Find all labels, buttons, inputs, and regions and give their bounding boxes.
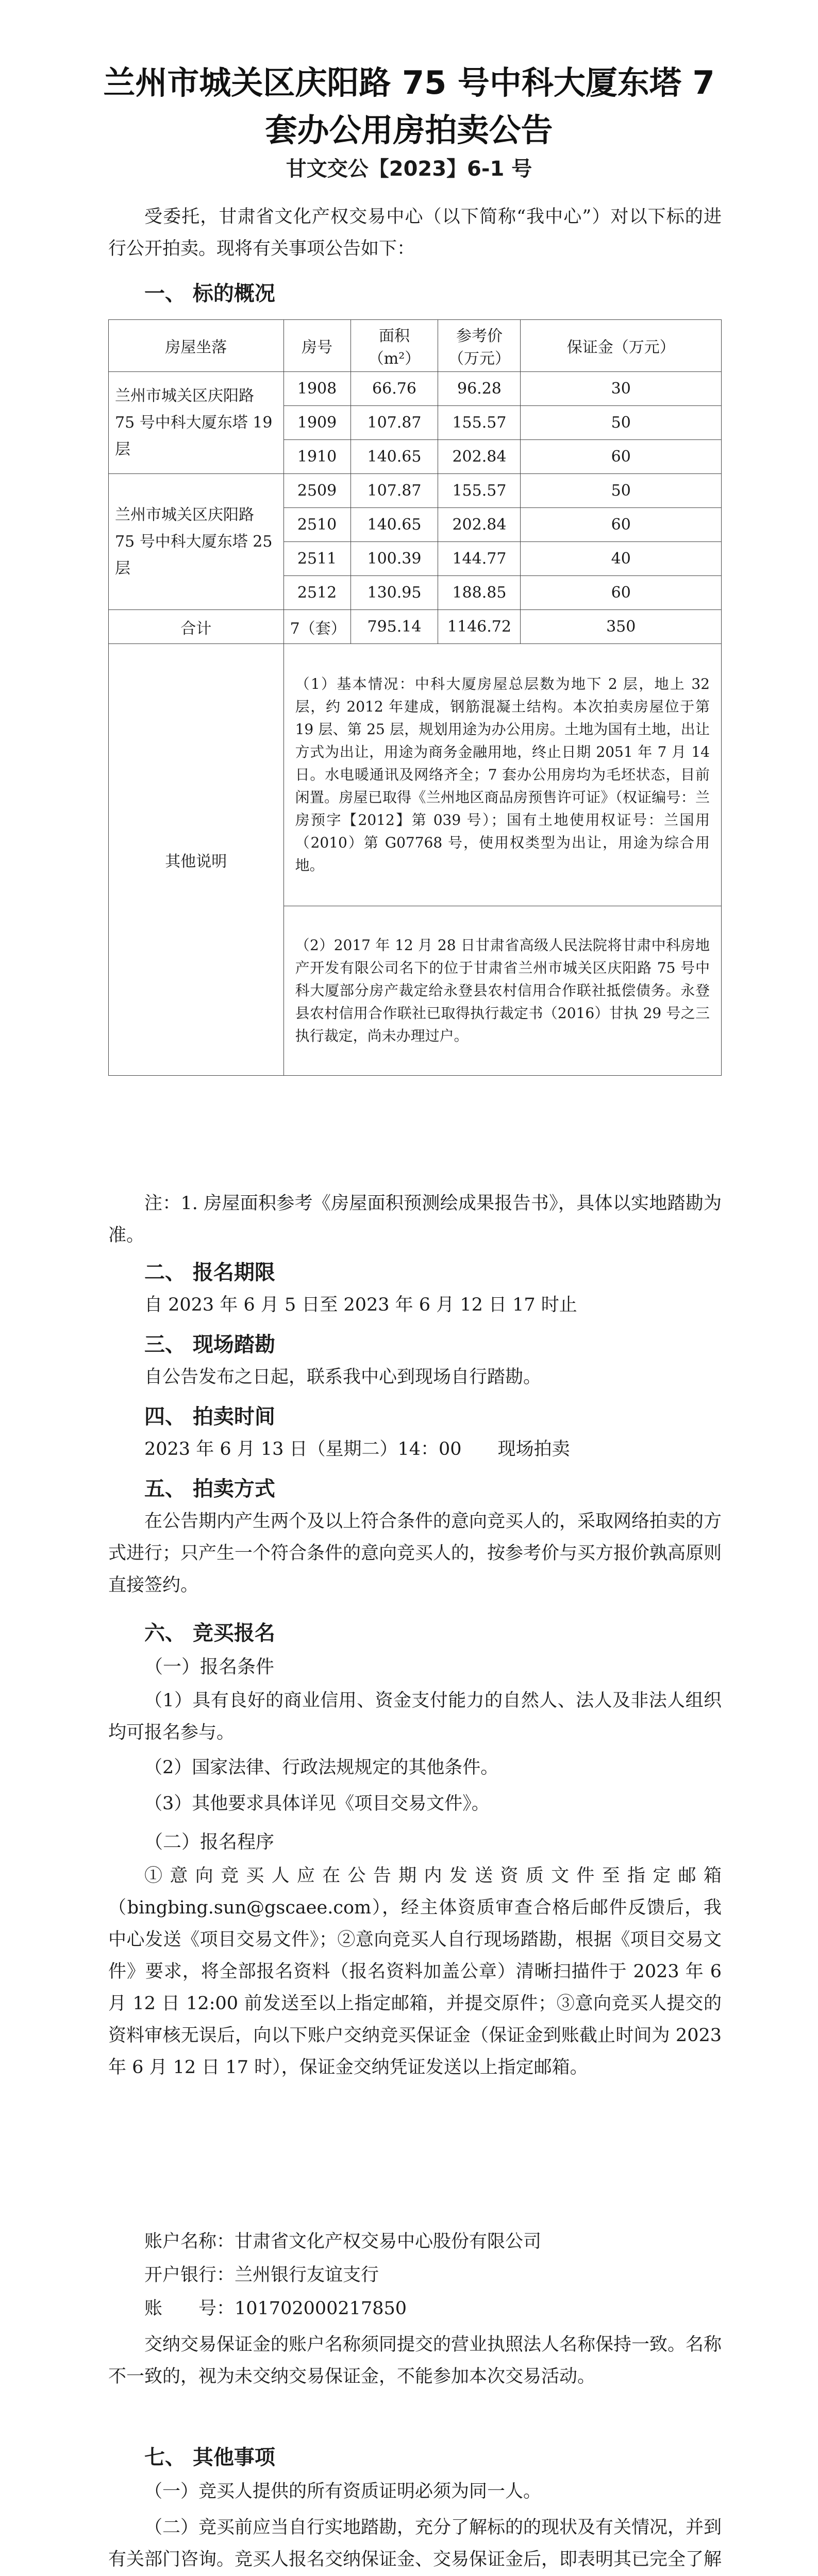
table-header-row [109, 320, 722, 372]
area-cell: 66.76 [350, 372, 438, 406]
header-area: 面积（m²） [350, 320, 438, 372]
deposit-cell: 50 [521, 474, 722, 508]
title-line-1: 兰州市城关区庆阳路 75 号中科大厦东塔 7 [103, 64, 715, 101]
account-note: 交纳交易保证金的账户名称须同提交的营业执照法人名称保持一致。名称不一致的，视为未交纳交易保证金，不能参加本次交易活动。 [108, 2334, 722, 2387]
area-cell: 130.95 [350, 576, 438, 610]
room-cell: 2511 [283, 542, 350, 576]
registration-period: 自 2023 年 6 月 5 日至 2023 年 6 月 12 日 17 时止 [144, 1295, 577, 1315]
auction-method: 在公告期内产生两个及以上符合条件的意向竞买人的，采取网络拍卖的方式进行；只产生一个符合条件的意向竞买人的，按参考价与买方报价孰高原则直接签约。 [108, 1511, 722, 1596]
total-deposit: 350 [521, 610, 722, 644]
other-item-1: （一）竞买人提供的所有资质证明必须为同一人。 [144, 2481, 542, 2502]
ref-price-cell: 96.28 [438, 372, 521, 406]
total-ref-price: 1146.72 [438, 610, 521, 644]
table-notes-row [109, 644, 722, 906]
area-cell: 107.87 [350, 406, 438, 440]
site-inspection-text: 自公告发布之日起，联系我中心到现场自行踏勘。 [144, 1367, 542, 1387]
total-label: 合计 [109, 610, 284, 644]
notes-label: 其他说明 [109, 644, 284, 1076]
section-4-heading: 四、 拍卖时间 [144, 1405, 275, 1429]
header-deposit: 保证金（万元） [521, 320, 722, 372]
ref-price-cell: 155.57 [438, 474, 521, 508]
room-cell: 1908 [283, 372, 350, 406]
registration-procedure: ①意向竞买人应在公告期内发送资质文件至指定邮箱（bingbing.sun@gscaee.com），经主体资质审查合格后邮件反馈后，我中心发送《项目交易文件》；②意向竞买人自行现场踏勘，根据《项目交易文件》要求，将全部报名资料（报名资料加盖公章）清晰扫描件于 2023 年 6 月 12 日 12:00 前发送至以上指定邮箱，并提交原件；③意向竞买人提交的资料审核无误后，向以下账户交纳竞买保证金（保证金到账截止时间为 2023 年 6 月 12 日 17 时），保证金交纳凭证发送以上指定邮箱。 [108, 1866, 722, 2078]
header-room: 房号 [283, 320, 350, 372]
registration-procedure-heading: （二）报名程序 [144, 1832, 275, 1853]
area-cell: 140.65 [350, 508, 438, 542]
table-row [109, 474, 722, 508]
header-reference-price: 参考价（万元） [438, 320, 521, 372]
deposit-cell: 50 [521, 406, 722, 440]
deposit-cell: 40 [521, 542, 722, 576]
condition-1: （1）具有良好的商业信用、资金支付能力的自然人、法人及非法人组织均可报名参与。 [108, 1690, 722, 1743]
ref-price-cell: 202.84 [438, 440, 521, 474]
ref-price-cell: 155.57 [438, 406, 521, 440]
account-bank: 开户银行：兰州银行友谊支行 [144, 2265, 379, 2285]
section-7-heading: 七、 其他事项 [144, 2446, 275, 2469]
room-cell: 2510 [283, 508, 350, 542]
area-cell: 100.39 [350, 542, 438, 576]
auction-time: 2023 年 6 月 13 日（星期二）14：00 现场拍卖 [144, 1439, 570, 1460]
location-floor-25: 兰州市城关区庆阳路 75 号中科大厦东塔 25 层 [109, 474, 284, 610]
deposit-cell: 30 [521, 372, 722, 406]
room-cell: 1910 [283, 440, 350, 474]
condition-2: （2）国家法律、行政法规规定的其他条件。 [144, 1757, 499, 1778]
condition-3: （3）其他要求具体详见《项目交易文件》。 [144, 1793, 490, 1814]
note-basic-info: （1）基本情况：中科大厦房屋总层数为地下 2 层，地上 32 层，约 2012 年建成，钢筋混凝土结构。本次拍卖房屋位于第 19 层、第 25 层，规划用途为办公用房。土地为国有土地，出让方式为出让，用途为商务金融用地，终止日期 2051 年 7 月 14 日。水电暖通讯及网络齐全；7 套办公用房均为毛坯状态，目前闲置。房屋已取得《兰州地区商品房预售许可证》（权证编号：兰房预字【2012】第 039 号）；国有土地使用权证号：兰国用（2010）第 G07768 号，使用权类型为出让，用途为综合用地。 [283, 644, 721, 906]
table-row [109, 372, 722, 406]
ref-price-cell: 144.77 [438, 542, 521, 576]
ref-price-cell: 188.85 [438, 576, 521, 610]
section-5-heading: 五、 拍卖方式 [144, 1477, 275, 1501]
room-cell: 2509 [283, 474, 350, 508]
section-1-heading: 一、 标的概况 [144, 282, 275, 306]
title-line-2: 套办公用房拍卖公告 [265, 111, 553, 149]
table-footnote: 注：1. 房屋面积参考《房屋面积预测绘成果报告书》，具体以实地踏勘为准。 [108, 1193, 722, 1246]
table-total-row [109, 610, 722, 644]
location-floor-19: 兰州市城关区庆阳路 75 号中科大厦东塔 19 层 [109, 372, 284, 474]
intro-paragraph: 受委托，甘肃省文化产权交易中心（以下简称“我中心”）对以下标的进行公开拍卖。现将有关事项公告如下： [108, 207, 722, 259]
deposit-cell: 60 [521, 576, 722, 610]
document-number: 甘文交公【2023】6-1 号 [286, 157, 532, 181]
account-name: 账户名称：甘肃省文化产权交易中心股份有限公司 [144, 2231, 542, 2252]
total-area: 795.14 [350, 610, 438, 644]
header-location: 房屋坐落 [109, 320, 284, 372]
section-2-heading: 二、 报名期限 [144, 1261, 275, 1284]
deposit-cell: 60 [521, 508, 722, 542]
other-item-2: （二）竞买前应当自行实地踏勘，充分了解标的的现状及有关情况，并到有关部门咨询。竞买人报名交纳保证金、交易保证金后，即表明其已完全了解 [108, 2517, 722, 2570]
area-cell: 140.65 [350, 440, 438, 474]
room-cell: 1909 [283, 406, 350, 440]
section-3-heading: 三、 现场踏勘 [144, 1333, 275, 1357]
deposit-cell: 60 [521, 440, 722, 474]
room-cell: 2512 [283, 576, 350, 610]
registration-conditions-heading: （一）报名条件 [144, 1656, 275, 1677]
area-cell: 107.87 [350, 474, 438, 508]
note-court-ruling: （2）2017 年 12 月 28 日甘肃省高级人民法院将甘肃中科房地产开发有限公司名下的位于甘肃省兰州市城关区庆阳路 75 号中科大厦部分房产裁定给永登县农村信用合作联社抵偿债务。永登县农村信用合作联社已取得执行裁定书（2016）甘执 29 号之三执行裁定，尚未办理过户。 [283, 906, 721, 1076]
ref-price-cell: 202.84 [438, 508, 521, 542]
section-6-heading: 六、 竞买报名 [144, 1621, 275, 1645]
total-rooms: 7（套） [283, 610, 350, 644]
property-table [108, 319, 722, 1076]
account-number: 账 号：101702000217850 [144, 2298, 407, 2319]
